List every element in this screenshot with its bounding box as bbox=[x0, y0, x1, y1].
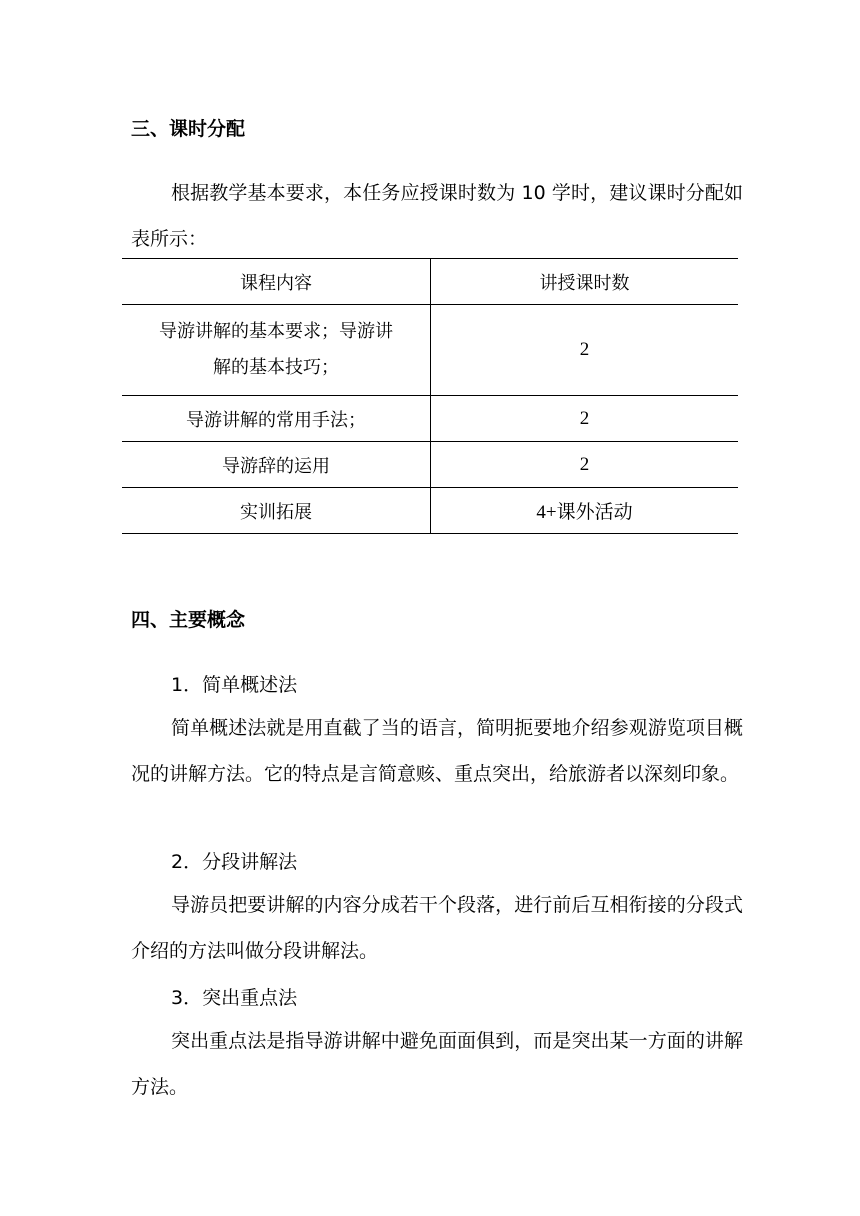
table-cell-hours: 2 bbox=[431, 396, 739, 442]
table-cell-content: 导游辞的运用 bbox=[122, 442, 431, 488]
table-row bbox=[122, 442, 738, 488]
course-hours-table bbox=[122, 258, 738, 534]
table-row bbox=[122, 305, 738, 396]
table-cell-content: 实训拓展 bbox=[122, 488, 431, 534]
table-cell-hours: 4+课外活动 bbox=[431, 488, 739, 534]
table-header-row bbox=[122, 259, 738, 305]
column-header-content: 课程内容 bbox=[122, 259, 431, 305]
section-heading-main-concepts: 四、主要概念 bbox=[131, 609, 246, 631]
table-cell-content bbox=[122, 305, 431, 396]
table-row bbox=[122, 488, 738, 534]
concept-title: 2．分段讲解法 bbox=[171, 851, 298, 873]
column-header-hours: 讲授课时数 bbox=[431, 259, 739, 305]
concept-body: 导游员把要讲解的内容分成若干个段落，进行前后互相衔接的分段式介绍的方法叫做分段讲解法。 bbox=[131, 894, 743, 962]
concept-title: 1．简单概述法 bbox=[171, 674, 298, 696]
cell-text: 导游讲解的基本要求；导游讲解的基本技巧； bbox=[159, 321, 393, 378]
table-cell-hours: 2 bbox=[431, 442, 739, 488]
concept-body: 突出重点法是指导游讲解中避免面面俱到，而是突出某一方面的讲解方法。 bbox=[131, 1030, 743, 1098]
table-row bbox=[122, 396, 738, 442]
table-cell-hours: 2 bbox=[431, 305, 739, 396]
intro-paragraph: 根据教学基本要求，本任务应授课时数为 10 学时，建议课时分配如表所示： bbox=[131, 182, 743, 250]
concept-title: 3．突出重点法 bbox=[171, 987, 298, 1009]
concept-body: 简单概述法就是用直截了当的语言，简明扼要地介绍参观游览项目概况的讲解方法。它的特点是言简意赅、重点突出，给旅游者以深刻印象。 bbox=[131, 717, 743, 785]
table-cell-content: 导游讲解的常用手法； bbox=[122, 396, 431, 442]
section-heading-course-hours: 三、课时分配 bbox=[131, 118, 246, 140]
